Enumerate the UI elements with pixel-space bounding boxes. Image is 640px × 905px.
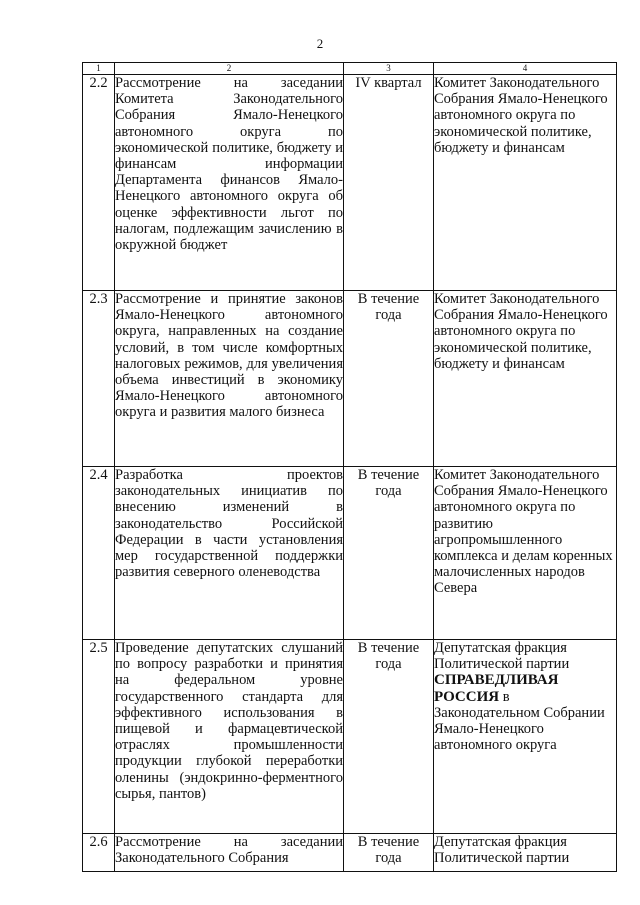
item-description: Рассмотрение и принятие законов Ямало-Ненецкого автономного округа, направленных на создание условий, в том числе комфортных налоговых режимов, для увеличения объема инвестиций в экономику Ямало-Ненецкого автономного округа и развития малого бизнеса: [115, 291, 344, 467]
item-number: 2.3: [83, 291, 115, 467]
party-name: СПРАВЕДЛИВАЯ РОССИЯ: [434, 672, 559, 705]
column-number-2: 2: [115, 63, 344, 75]
item-period: IV квартал: [344, 75, 434, 291]
table-row: [83, 640, 617, 834]
column-number-4: 4: [434, 63, 617, 75]
column-number-1: 1: [83, 63, 115, 75]
item-period: В течение года: [344, 834, 434, 872]
item-description: Разработка проектов законодательных инициатив по внесению изменений в законодательство Российской Федерации в части установления мер государственной поддержки развития северного оленеводства: [115, 467, 344, 640]
item-description: Рассмотрение на заседании Комитета Законодательного Собрания Ямало-Ненецкого автономного округа по экономической политике, бюджету и финансам информации Департамента финансов Ямало-Ненецкого автономного округа об оценке эффективности льгот по налогам, подлежащим зачислению в окружной бюджет: [115, 75, 344, 291]
table-row: [83, 467, 617, 640]
column-number-3: 3: [344, 63, 434, 75]
item-number: 2.6: [83, 834, 115, 872]
page-number: 2: [316, 36, 324, 51]
responsible-text: в Законодательном Собрании Ямало-Ненецкого автономного округа: [434, 688, 605, 754]
item-responsible: Комитет Законодательного Собрания Ямало-Ненецкого автономного округа по экономической политике, бюджету и финансам: [434, 75, 617, 291]
item-number: 2.5: [83, 640, 115, 834]
table-row: [83, 291, 617, 467]
item-description: Проведение депутатских слушаний по вопросу разработки и принятия на федеральном уровне государственного стандарта для эффективного использования в пищевой и фармацевтической отраслях промышленности продукции глубокой переработки оленины (эндокринно-ферментного сырья, пантов): [115, 640, 344, 834]
plan-table: [82, 62, 617, 872]
item-responsible: Депутатская фракция Политической партии: [434, 834, 617, 872]
item-period: В течение года: [344, 467, 434, 640]
column-number-row: [83, 63, 617, 75]
item-responsible: [434, 640, 617, 834]
responsible-text: Депутатская фракция Политической партии: [434, 640, 570, 673]
item-period: В течение года: [344, 291, 434, 467]
item-period: В течение года: [344, 640, 434, 834]
item-responsible: Комитет Законодательного Собрания Ямало-Ненецкого автономного округа по развитию агропромышленного комплекса и делам коренных малочисленных народов Севера: [434, 467, 617, 640]
item-number: 2.4: [83, 467, 115, 640]
item-responsible: Комитет Законодательного Собрания Ямало-Ненецкого автономного округа по экономической политике, бюджету и финансам: [434, 291, 617, 467]
table-row: [83, 75, 617, 291]
item-number: 2.2: [83, 75, 115, 291]
item-description: Рассмотрение на заседании Законодательного Собрания: [115, 834, 344, 872]
table-row: [83, 834, 617, 872]
